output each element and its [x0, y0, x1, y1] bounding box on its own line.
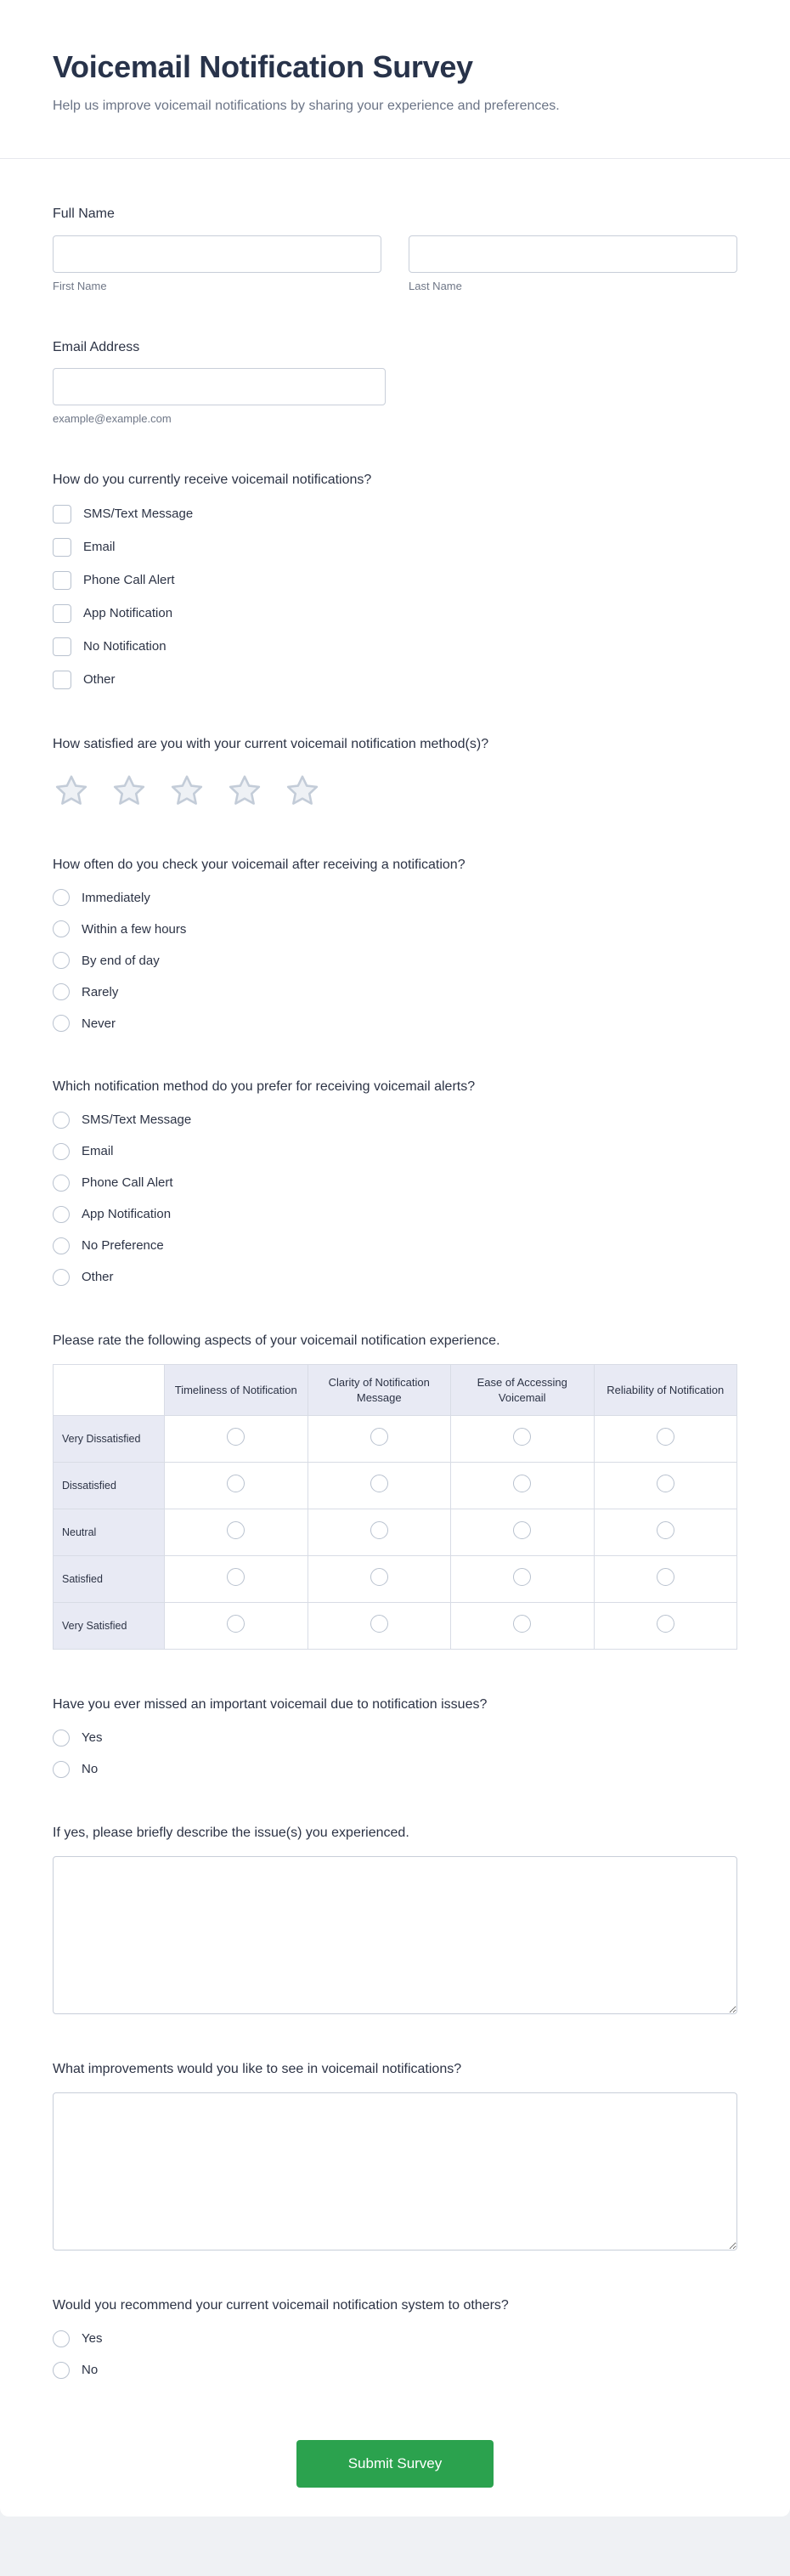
satisfaction-label: How satisfied are you with your current voicemail notification method(s)?: [53, 736, 489, 751]
radio-icon[interactable]: [513, 1521, 531, 1539]
matrix-cell[interactable]: [165, 1509, 308, 1556]
matrix-header-row: [54, 1365, 737, 1416]
improvements-label: What improvements would you like to see in voicemail notifications?: [53, 2062, 462, 2076]
radio-icon[interactable]: [53, 1237, 70, 1254]
recommend-options: [53, 2330, 737, 2379]
radio-icon[interactable]: [53, 2362, 70, 2379]
email-label: Email Address: [53, 339, 140, 354]
matrix-row-label: Very Satisfied: [54, 1603, 165, 1650]
radio-icon[interactable]: [53, 1761, 70, 1778]
check-frequency-options: [53, 889, 737, 1032]
matrix-row-label: Neutral: [54, 1509, 165, 1556]
first-name-sublabel: First Name: [53, 279, 107, 292]
first-name-input[interactable]: [53, 235, 381, 273]
page-title: Voicemail Notification Survey: [53, 49, 473, 84]
radio-icon[interactable]: [370, 1521, 388, 1539]
matrix-cell[interactable]: [594, 1509, 737, 1556]
radio-icon[interactable]: [227, 1428, 245, 1446]
checkbox-option-label: No Notification: [83, 639, 166, 654]
matrix-column-header: Timeliness of Notification: [165, 1365, 308, 1416]
radio-option-end-of-day[interactable]: [53, 952, 737, 969]
checkbox-icon[interactable]: [53, 604, 71, 623]
radio-option-label: No: [82, 1762, 99, 1777]
radio-option-label: By end of day: [82, 953, 160, 968]
radio-icon[interactable]: [370, 1475, 388, 1492]
radio-option-app[interactable]: [53, 1206, 737, 1223]
checkbox-option-label: Other: [83, 672, 116, 688]
radio-icon[interactable]: [370, 1615, 388, 1633]
checkbox-option-label: App Notification: [83, 606, 173, 621]
radio-icon[interactable]: [227, 1615, 245, 1633]
radio-icon[interactable]: [53, 952, 70, 969]
radio-option-other[interactable]: [53, 1269, 737, 1286]
matrix-column-header: Ease of Accessing Voicemail: [451, 1365, 595, 1416]
radio-option-label: Rarely: [82, 984, 119, 999]
radio-option-label: Within a few hours: [82, 921, 187, 937]
form-header: [0, 0, 790, 116]
checkbox-icon[interactable]: [53, 671, 71, 689]
checkbox-option-sms[interactable]: [53, 505, 737, 524]
radio-option-immediately[interactable]: [53, 889, 737, 906]
recommend-label: Would you recommend your current voicemail notification system to others?: [53, 2298, 509, 2313]
checkbox-option-label: Phone Call Alert: [83, 573, 175, 588]
field-satisfaction: [53, 735, 737, 810]
matrix-cell[interactable]: [308, 1556, 451, 1603]
full-name-row: [53, 235, 737, 292]
checkbox-option-label: Email: [83, 540, 116, 555]
radio-icon[interactable]: [53, 1730, 70, 1747]
radio-icon[interactable]: [227, 1568, 245, 1586]
issue-description-label: If yes, please briefly describe the issue(s) you experienced.: [53, 1825, 409, 1840]
matrix-row-very-dissatisfied: [54, 1416, 737, 1463]
checkbox-icon[interactable]: [53, 505, 71, 524]
matrix-cell[interactable]: [451, 1416, 595, 1463]
radio-icon[interactable]: [657, 1568, 674, 1586]
matrix-row-label: Satisfied: [54, 1556, 165, 1603]
matrix-corner-cell: [54, 1365, 165, 1416]
radio-icon[interactable]: [657, 1521, 674, 1539]
matrix-row-satisfied: [54, 1556, 737, 1603]
radio-option-never[interactable]: [53, 1015, 737, 1032]
radio-option-email[interactable]: [53, 1143, 737, 1160]
page-subtitle: Help us improve voicemail notifications by sharing your experience and preferences.: [53, 99, 560, 113]
check-frequency-label: How often do you check your voicemail after receiving a notification?: [53, 857, 466, 872]
current-methods-options: [53, 505, 737, 689]
radio-icon[interactable]: [53, 1112, 70, 1129]
radio-option-label: Phone Call Alert: [82, 1175, 173, 1191]
form-body: [0, 159, 790, 2487]
email-sublabel: example@example.com: [53, 412, 172, 426]
radio-icon[interactable]: [513, 1428, 531, 1446]
matrix-cell[interactable]: [308, 1416, 451, 1463]
matrix-cell[interactable]: [594, 1556, 737, 1603]
preferred-method-label: Which notification method do you prefer for receiving voicemail alerts?: [53, 1079, 476, 1095]
matrix-cell[interactable]: [451, 1463, 595, 1509]
radio-icon[interactable]: [657, 1475, 674, 1492]
rating-matrix-table: [53, 1364, 737, 1650]
checkbox-option-phone-call[interactable]: [53, 571, 737, 590]
checkbox-option-app[interactable]: [53, 604, 737, 623]
preferred-method-options: [53, 1112, 737, 1286]
radio-icon[interactable]: [53, 1015, 70, 1032]
submit-button[interactable]: Submit Survey: [296, 2440, 494, 2488]
checkbox-icon[interactable]: [53, 538, 71, 557]
radio-option-label: App Notification: [82, 1207, 172, 1222]
rating-matrix-label: Please rate the following aspects of your voicemail notification experience.: [53, 1333, 500, 1348]
radio-icon[interactable]: [53, 983, 70, 1000]
radio-option-label: Never: [82, 1016, 116, 1031]
current-methods-label: How do you currently receive voicemail notifications?: [53, 473, 372, 488]
star-icon[interactable]: [110, 773, 148, 810]
radio-option-label: Yes: [82, 2331, 103, 2347]
radio-option-label: No Preference: [82, 1238, 164, 1254]
matrix-column-header: Clarity of Notification Message: [308, 1365, 451, 1416]
matrix-column-header: Reliability of Notification: [594, 1365, 737, 1416]
radio-option-label: Email: [82, 1144, 114, 1159]
email-input[interactable]: [53, 368, 386, 405]
matrix-row-dissatisfied: [54, 1463, 737, 1509]
radio-option-label: Yes: [82, 1730, 103, 1746]
checkbox-option-other[interactable]: [53, 671, 737, 689]
radio-icon[interactable]: [227, 1521, 245, 1539]
radio-icon[interactable]: [657, 1615, 674, 1633]
radio-option-no-preference[interactable]: [53, 1237, 737, 1254]
star-rating[interactable]: [53, 773, 737, 810]
matrix-cell[interactable]: [165, 1416, 308, 1463]
radio-icon[interactable]: [370, 1428, 388, 1446]
matrix-cell[interactable]: [308, 1509, 451, 1556]
radio-option-no[interactable]: [53, 1761, 737, 1778]
matrix-cell[interactable]: [165, 1603, 308, 1650]
matrix-cell[interactable]: [451, 1556, 595, 1603]
field-improvements: [53, 2060, 737, 2250]
matrix-cell[interactable]: [165, 1463, 308, 1509]
star-icon[interactable]: [226, 773, 263, 810]
matrix-row-label: Very Dissatisfied: [54, 1416, 165, 1463]
field-preferred-method: [53, 1078, 737, 1285]
radio-option-label: SMS/Text Message: [82, 1112, 192, 1128]
last-name-sublabel: Last Name: [409, 279, 462, 292]
field-email: [53, 338, 737, 425]
radio-icon[interactable]: [53, 2330, 70, 2347]
field-full-name: [53, 205, 737, 292]
radio-option-few-hours[interactable]: [53, 920, 737, 937]
matrix-cell[interactable]: [594, 1603, 737, 1650]
last-name-col: [409, 235, 737, 292]
matrix-cell[interactable]: [451, 1509, 595, 1556]
checkbox-option-label: SMS/Text Message: [83, 507, 194, 522]
matrix-cell[interactable]: [308, 1603, 451, 1650]
radio-icon[interactable]: [53, 1206, 70, 1223]
matrix-row-very-satisfied: [54, 1603, 737, 1650]
submit-row: [53, 2440, 737, 2488]
radio-option-label: Other: [82, 1270, 114, 1285]
checkbox-option-none[interactable]: [53, 637, 737, 656]
radio-icon[interactable]: [53, 920, 70, 937]
radio-icon[interactable]: [657, 1428, 674, 1446]
field-missed-voicemail: [53, 1696, 737, 1777]
star-icon[interactable]: [53, 773, 90, 810]
radio-option-label: No: [82, 2363, 99, 2378]
radio-icon[interactable]: [513, 1615, 531, 1633]
first-name-col: [53, 235, 381, 292]
radio-option-no[interactable]: [53, 2362, 737, 2379]
issue-description-textarea[interactable]: [53, 1856, 737, 2014]
checkbox-icon[interactable]: [53, 571, 71, 590]
matrix-cell[interactable]: [308, 1463, 451, 1509]
missed-voicemail-options: [53, 1730, 737, 1778]
radio-icon[interactable]: [53, 1143, 70, 1160]
radio-icon[interactable]: [53, 889, 70, 906]
matrix-cell[interactable]: [594, 1463, 737, 1509]
radio-option-phone-call[interactable]: [53, 1175, 737, 1192]
missed-voicemail-label: Have you ever missed an important voicemail due to notification issues?: [53, 1697, 488, 1713]
star-icon[interactable]: [168, 773, 206, 810]
last-name-input[interactable]: [409, 235, 737, 273]
field-current-methods: [53, 471, 737, 688]
radio-icon[interactable]: [370, 1568, 388, 1586]
field-rating-matrix: [53, 1332, 737, 1650]
field-check-frequency: [53, 856, 737, 1032]
radio-option-sms[interactable]: [53, 1112, 737, 1129]
field-issue-description: [53, 1824, 737, 2014]
radio-icon[interactable]: [227, 1475, 245, 1492]
star-icon[interactable]: [284, 773, 321, 810]
radio-option-rarely[interactable]: [53, 983, 737, 1000]
full-name-label: Full Name: [53, 207, 115, 222]
field-recommend: [53, 2296, 737, 2378]
radio-icon[interactable]: [53, 1175, 70, 1192]
radio-icon[interactable]: [513, 1475, 531, 1492]
radio-icon[interactable]: [513, 1568, 531, 1586]
email-input-wrap: [53, 368, 386, 425]
matrix-cell[interactable]: [165, 1556, 308, 1603]
radio-option-yes[interactable]: [53, 2330, 737, 2347]
radio-icon[interactable]: [53, 1269, 70, 1286]
matrix-cell[interactable]: [594, 1416, 737, 1463]
checkbox-option-email[interactable]: [53, 538, 737, 557]
matrix-row-neutral: [54, 1509, 737, 1556]
matrix-row-label: Dissatisfied: [54, 1463, 165, 1509]
radio-option-yes[interactable]: [53, 1730, 737, 1747]
matrix-cell[interactable]: [451, 1603, 595, 1650]
radio-option-label: Immediately: [82, 890, 150, 905]
improvements-textarea[interactable]: [53, 2092, 737, 2250]
checkbox-icon[interactable]: [53, 637, 71, 656]
